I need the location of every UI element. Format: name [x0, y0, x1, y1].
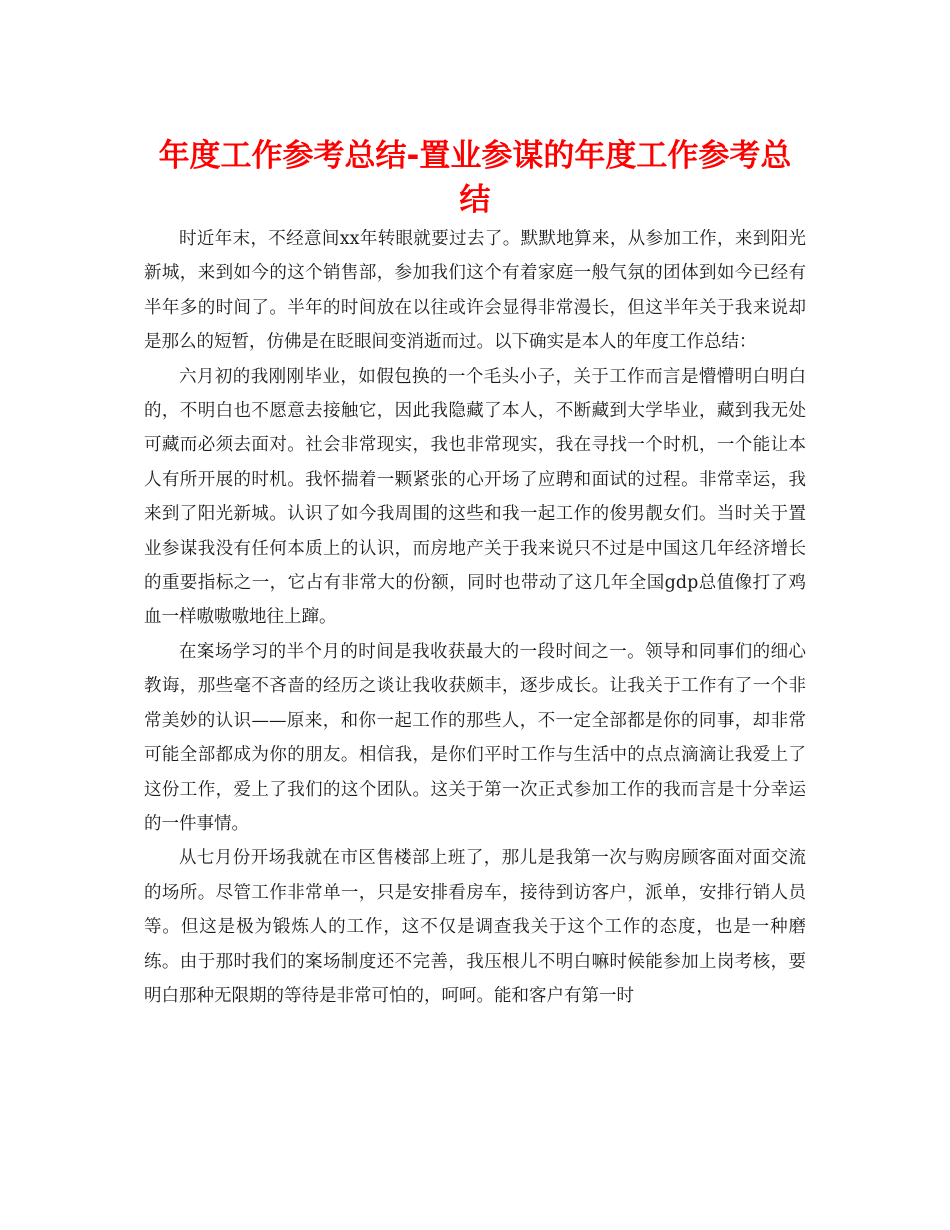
paragraph: 六月初的我刚刚毕业，如假包换的一个毛头小子，关于工作而言是懵懵明白明白的，不明白也不愿意去接触它，因此我隐藏了本人，不断藏到大学毕业，藏到我无处可藏而必须去面对。社会非常现实，我也非常现实，我在寻找一个时机，一个能让本人有所开展的时机。我怀揣着一颗紧张的心开场了应聘和面试的过程。非常幸运，我来到了阳光新城。认识了如今我周围的这些和我一起工作的俊男靓女们。当时关于置业参谋我没有任何本质上的认识，而房地产关于我来说只不过是中国这几年经济增长的重要指标之一，它占有非常大的份额，同时也带动了这几年全国gdp总值像打了鸡血一样嗷嗷嗷地往上蹿。 — [144, 366, 806, 628]
document-page — [144, 134, 806, 1013]
document-body — [144, 222, 806, 1013]
paragraph: 在案场学习的半个月的时间是我收获最大的一段时间之一。领导和同事们的细心教诲，那些毫不吝啬的经历之谈让我收获颇丰，逐步成长。让我关于工作有了一个非常美妙的认识——原来，和你一起工作的那些人，不一定全部都是你的同事，却非常可能全部都成为你的朋友。相信我，是你们平时工作与生活中的点点滴滴让我爱上了这份工作，爱上了我们的这个团队。这关于第一次正式参加工作的我而言是十分幸运的一件事情。 — [144, 641, 806, 834]
document-title: 年度工作参考总结-置业参谋的年度工作参考总结 — [158, 138, 792, 218]
paragraph: 从七月份开场我就在市区售楼部上班了，那儿是我第一次与购房顾客面对面交流的场所。尽管工作非常单一，只是安排看房车，接待到访客户，派单，安排行销人员等。但这是极为锻炼人的工作，这不仅是调查我关于这个工作的态度，也是一种磨练。由于那时我们的案场制度还不完善，我压根儿不明白嘛时候能参加上岗考核，要明白那种无限期的等待是非常可怕的，呵呵。能和客户有第一时 — [144, 848, 806, 1006]
paragraph: 时近年末，不经意间xx年转眼就要过去了。默默地算来，从参加工作，来到阳光新城，来到如今的这个销售部，参加我们这个有着家庭一般气氛的团体到如今已经有半年多的时间了。半年的时间放在以往或许会显得非常漫长，但这半年关于我来说却是那么的短暂，仿佛是在眨眼间变消逝而过。以下确实是本人的年度工作总结： — [144, 229, 806, 353]
